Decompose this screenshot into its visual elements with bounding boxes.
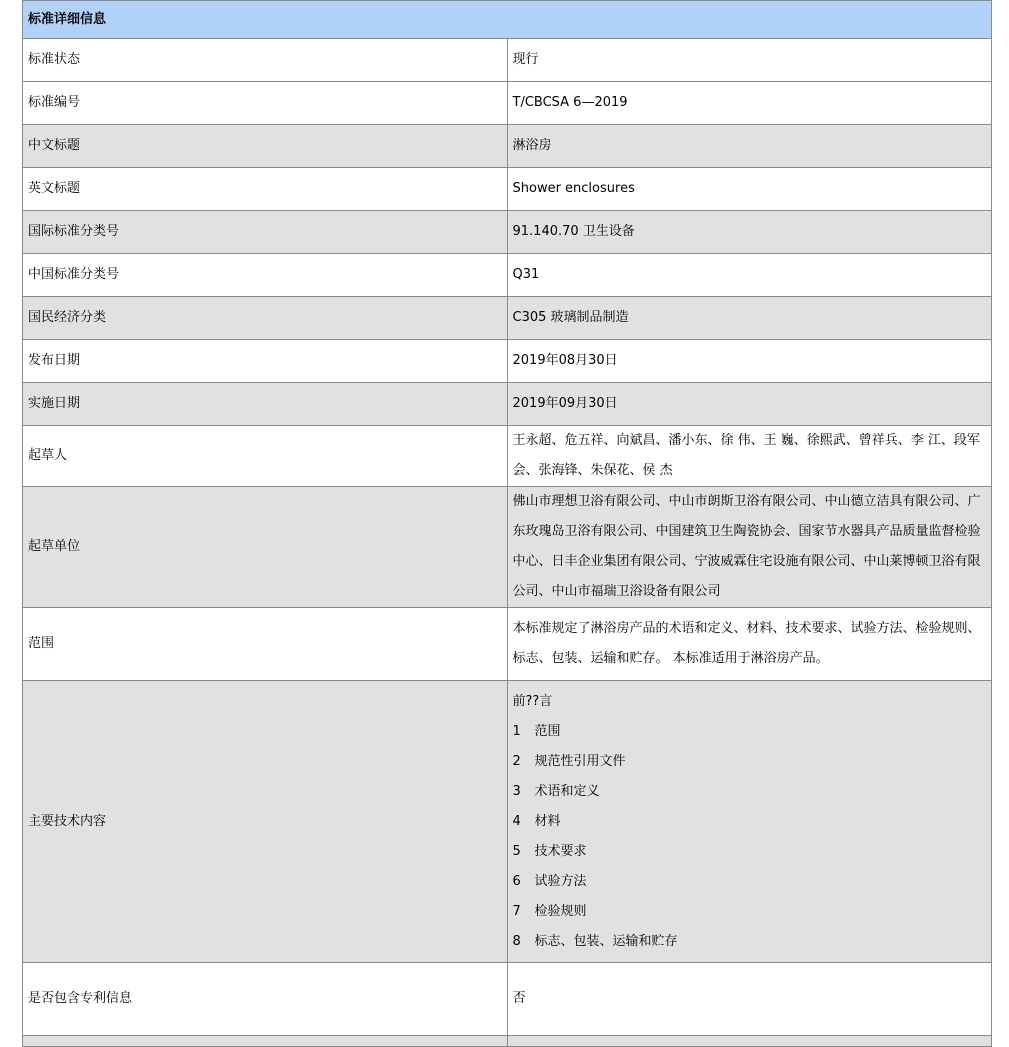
row-value-ccs: Q31 xyxy=(507,254,992,297)
list-item-text: 范围 xyxy=(534,723,561,739)
list-item-number: 4 xyxy=(512,813,521,829)
row-label-ics: 国际标准分类号 xyxy=(23,211,508,254)
list-item-number: 6 xyxy=(512,873,521,889)
list-item xyxy=(513,867,987,897)
table-row xyxy=(23,254,992,297)
row-label-drafters: 起草人 xyxy=(23,426,508,487)
row-label-cn-title: 中文标题 xyxy=(23,125,508,168)
list-item-number: 3 xyxy=(512,783,521,799)
list-item-text: 规范性引用文件 xyxy=(534,753,626,769)
row-value-ics: 91.140.70 卫生设备 xyxy=(507,211,992,254)
row-label-economy: 国民经济分类 xyxy=(23,297,508,340)
table-row xyxy=(23,383,992,426)
table-row xyxy=(23,487,992,608)
row-value-drafting-units: 佛山市理想卫浴有限公司、中山市朗斯卫浴有限公司、中山德立洁具有限公司、广东玫瑰岛卫浴有限公司、中国建筑卫生陶瓷协会、国家节水器具产品质量监督检验中心、日丰企业集团有限公司、宁波威霖住宅设施有限公司、中山莱博顿卫浴有限公司、中山市福瑞卫浴设备有限公司 xyxy=(507,487,992,608)
list-item-number: 2 xyxy=(512,753,521,769)
list-item-number: 5 xyxy=(512,843,521,859)
tech-content-list xyxy=(513,687,987,957)
list-item xyxy=(513,837,987,867)
row-value-patent: 否 xyxy=(507,963,992,1036)
row-value-economy: C305 玻璃制品制造 xyxy=(507,297,992,340)
row-value-effective-date: 2019年09月30日 xyxy=(507,383,992,426)
list-item-number: 1 xyxy=(512,723,521,739)
table-row xyxy=(23,168,992,211)
table-row xyxy=(23,82,992,125)
list-item-text: 术语和定义 xyxy=(534,783,600,799)
list-item xyxy=(513,747,987,777)
list-item-number: 7 xyxy=(512,903,521,919)
row-value-status: 现行 xyxy=(507,39,992,82)
table-row xyxy=(23,340,992,383)
row-value-code: T/CBCSA 6—2019 xyxy=(507,82,992,125)
row-label-tech-content: 主要技术内容 xyxy=(23,681,508,963)
list-item xyxy=(513,807,987,837)
list-item-text: 检验规则 xyxy=(534,903,587,919)
row-label-publish-date: 发布日期 xyxy=(23,340,508,383)
list-item-text: 材料 xyxy=(534,813,561,829)
list-item xyxy=(513,927,987,957)
row-value-tech-content xyxy=(507,681,992,963)
row-label-ccs: 中国标准分类号 xyxy=(23,254,508,297)
row-label-scope: 范围 xyxy=(23,608,508,681)
list-item xyxy=(513,777,987,807)
row-label-status: 标准状态 xyxy=(23,39,508,82)
row-label-en-title: 英文标题 xyxy=(23,168,508,211)
row-value-drafters: 王永超、危五祥、向斌昌、潘小东、徐 伟、王 巍、徐熙武、曾祥兵、李 江、段军会、张海锋、朱保花、侯 杰 xyxy=(507,426,992,487)
table-title: 标准详细信息 xyxy=(23,1,992,39)
table-row xyxy=(23,426,992,487)
tech-content-intro: 前??言 xyxy=(512,693,553,709)
row-label-drafting-units: 起草单位 xyxy=(23,487,508,608)
row-value-publish-date: 2019年08月30日 xyxy=(507,340,992,383)
list-item-number: 8 xyxy=(512,933,521,949)
list-item xyxy=(513,897,987,927)
table-row xyxy=(23,681,992,963)
row-label-patent: 是否包含专利信息 xyxy=(23,963,508,1036)
table-row xyxy=(23,125,992,168)
table-row xyxy=(23,1036,992,1047)
row-value-en-title: Shower enclosures xyxy=(507,168,992,211)
standard-detail-panel xyxy=(22,0,992,1047)
table-row xyxy=(23,39,992,82)
list-item-text: 技术要求 xyxy=(534,843,587,859)
table-row xyxy=(23,608,992,681)
row-label-code: 标准编号 xyxy=(23,82,508,125)
table-row xyxy=(23,297,992,340)
table-row xyxy=(23,963,992,1036)
list-item xyxy=(513,717,987,747)
standard-detail-table xyxy=(22,0,992,1047)
row-label-next xyxy=(23,1036,508,1047)
list-item-text: 标志、包装、运输和贮存 xyxy=(534,933,678,949)
list-item-text: 试验方法 xyxy=(534,873,587,889)
table-row xyxy=(23,211,992,254)
row-value-scope: 本标准规定了淋浴房产品的术语和定义、材料、技术要求、试验方法、检验规则、标志、包装、运输和贮存。 本标准适用于淋浴房产品。 xyxy=(507,608,992,681)
row-label-effective-date: 实施日期 xyxy=(23,383,508,426)
table-header-row xyxy=(23,1,992,39)
row-value-next xyxy=(507,1036,992,1047)
row-value-cn-title: 淋浴房 xyxy=(507,125,992,168)
